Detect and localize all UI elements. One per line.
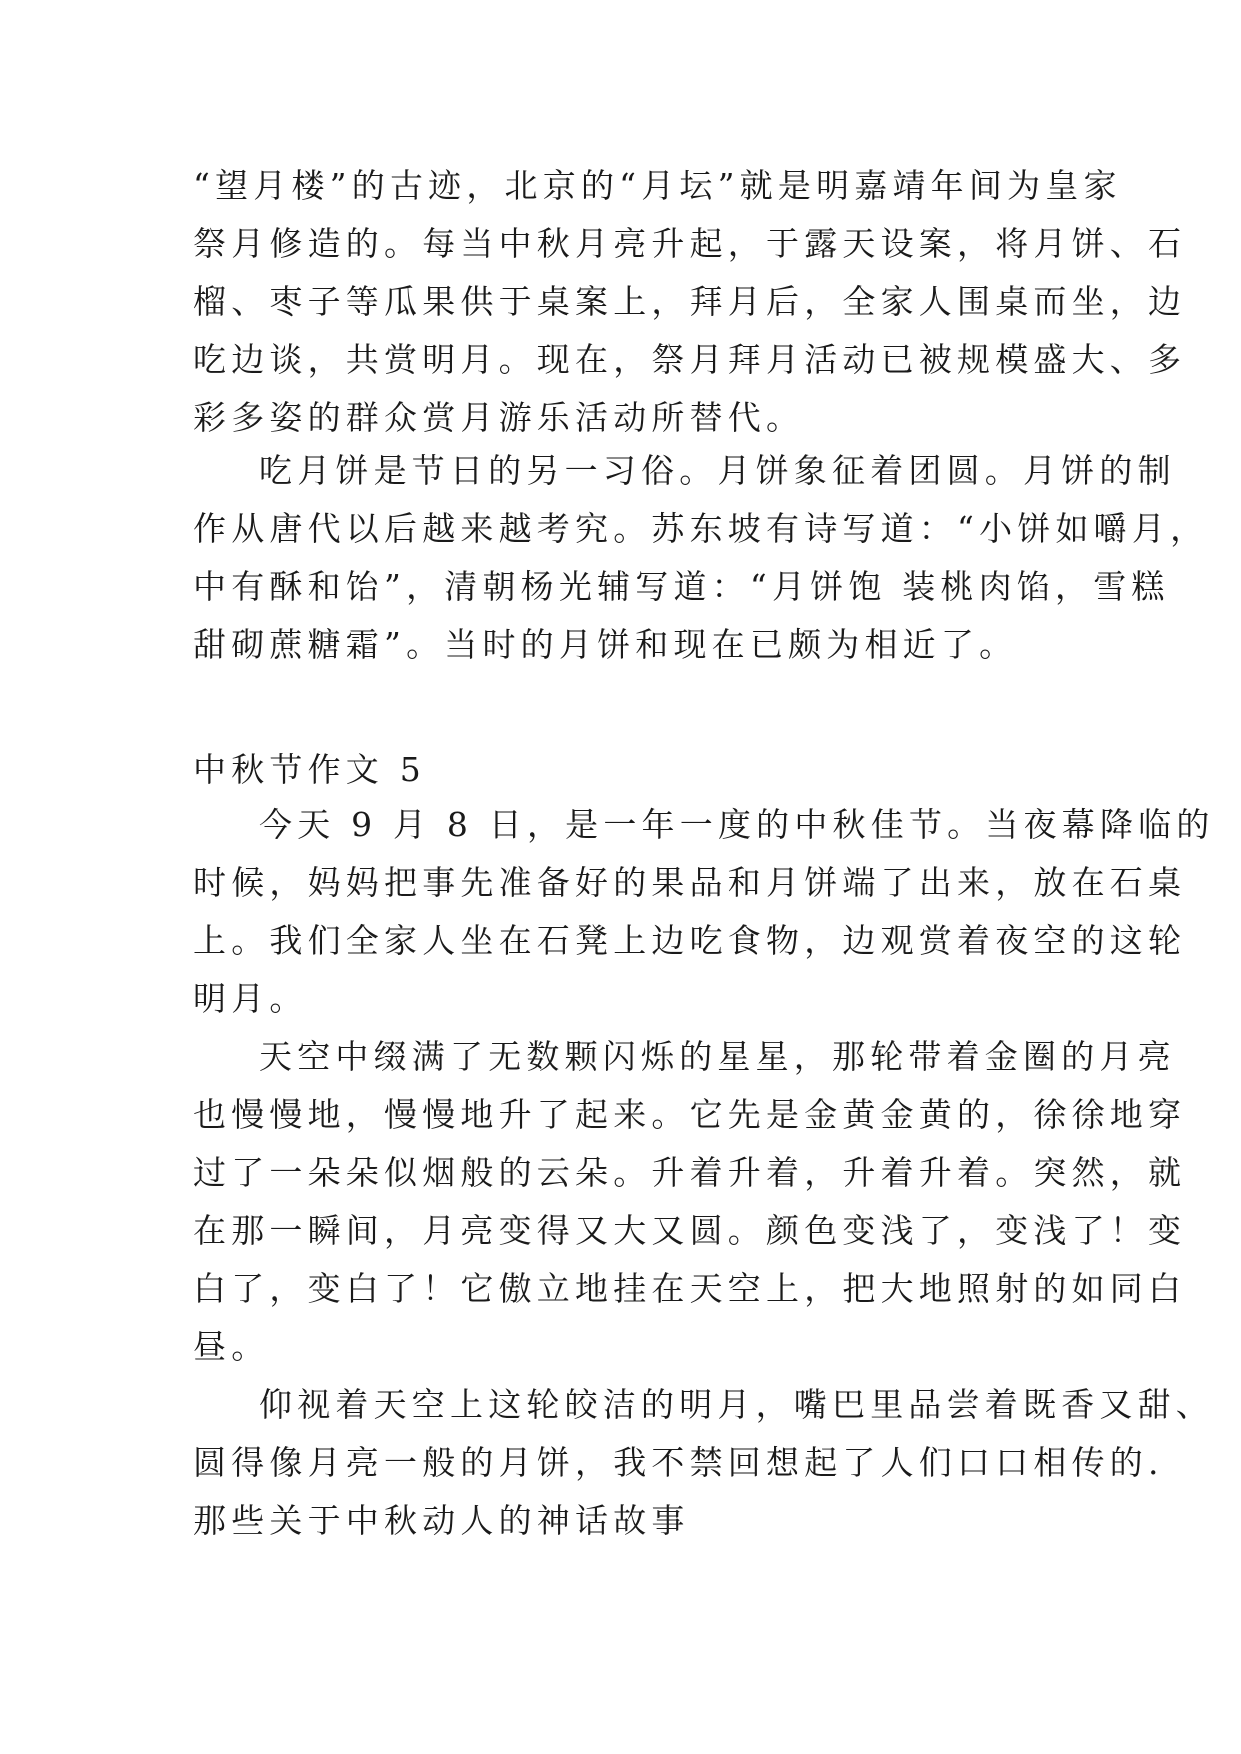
text-line: 彩多姿的群众赏月游乐活动所替代。 [193,398,805,437]
paragraph-moon-worship [193,157,1187,447]
text-line: 时候，妈妈把事先准备好的果品和月饼端了出来，放在石桌 [193,863,1187,902]
section-title: 中秋节作文 5 [193,750,426,789]
section-heading [193,741,1055,799]
text-line: 上。我们全家人坐在石凳上边吃食物，边观赏着夜空的这轮 [193,921,1187,960]
text-line: 天空中缀满了无数颗闪烁的星星，那轮带着金圈的月亮 [259,1037,1176,1076]
text-line: 昼。 [193,1327,270,1366]
paragraph-moonrise [193,1028,1187,1376]
essay-body [193,796,1215,1550]
text-line: “望月楼”的古迹，北京的“月坛”就是明嘉靖年间为皇家 [193,166,1122,205]
text-line: 中有酥和饴”，清朝杨光辅写道：“月饼饱 装桃肉馅，雪糕 [193,567,1170,606]
text-line: 圆得像月亮一般的月饼，我不禁回想起了人们口口相传的. [193,1443,1164,1482]
text-line: 也慢慢地，慢慢地升了起来。它先是金黄金黄的，徐徐地穿 [193,1095,1187,1134]
text-line: 明月。 [193,979,308,1018]
paragraph-legends [193,1376,1214,1550]
text-line: 吃边谈，共赏明月。现在，祭月拜月活动已被规模盛大、多 [193,340,1187,379]
text-line: 吃月饼是节日的另一习俗。月饼象征着团圆。月饼的制 [259,451,1176,490]
text-line: 今天 9 月 8 日，是一年一度的中秋佳节。当夜幕降临的 [259,805,1215,844]
paragraph-festival-evening [193,796,1215,1028]
text-line: 白了，变白了！它傲立地挂在天空上，把大地照射的如同白 [193,1269,1187,1308]
text-line: 过了一朵朵似烟般的云朵。升着升着，升着升着。突然，就 [193,1153,1187,1192]
text-line: 那些关于中秋动人的神话故事 [193,1501,690,1540]
text-line: 在那一瞬间，月亮变得又大又圆。颜色变浅了，变浅了！变 [193,1211,1187,1250]
text-line: 甜砌蔗糖霜”。当时的月饼和现在已颇为相近了。 [193,625,1018,664]
text-line: 仰视着天空上这轮皎洁的明月，嘴巴里品尝着既香又甜、 [259,1385,1214,1424]
paragraph-mooncake-custom [193,442,1209,674]
text-line: 榴、枣子等瓜果供于桌案上，拜月后，全家人围桌而坐，边 [193,282,1187,321]
text-line: 作从唐代以后越来越考究。苏东坡有诗写道：“小饼如嚼月， [193,509,1209,548]
text-line: 祭月修造的。每当中秋月亮升起，于露天设案，将月饼、石 [193,224,1187,263]
